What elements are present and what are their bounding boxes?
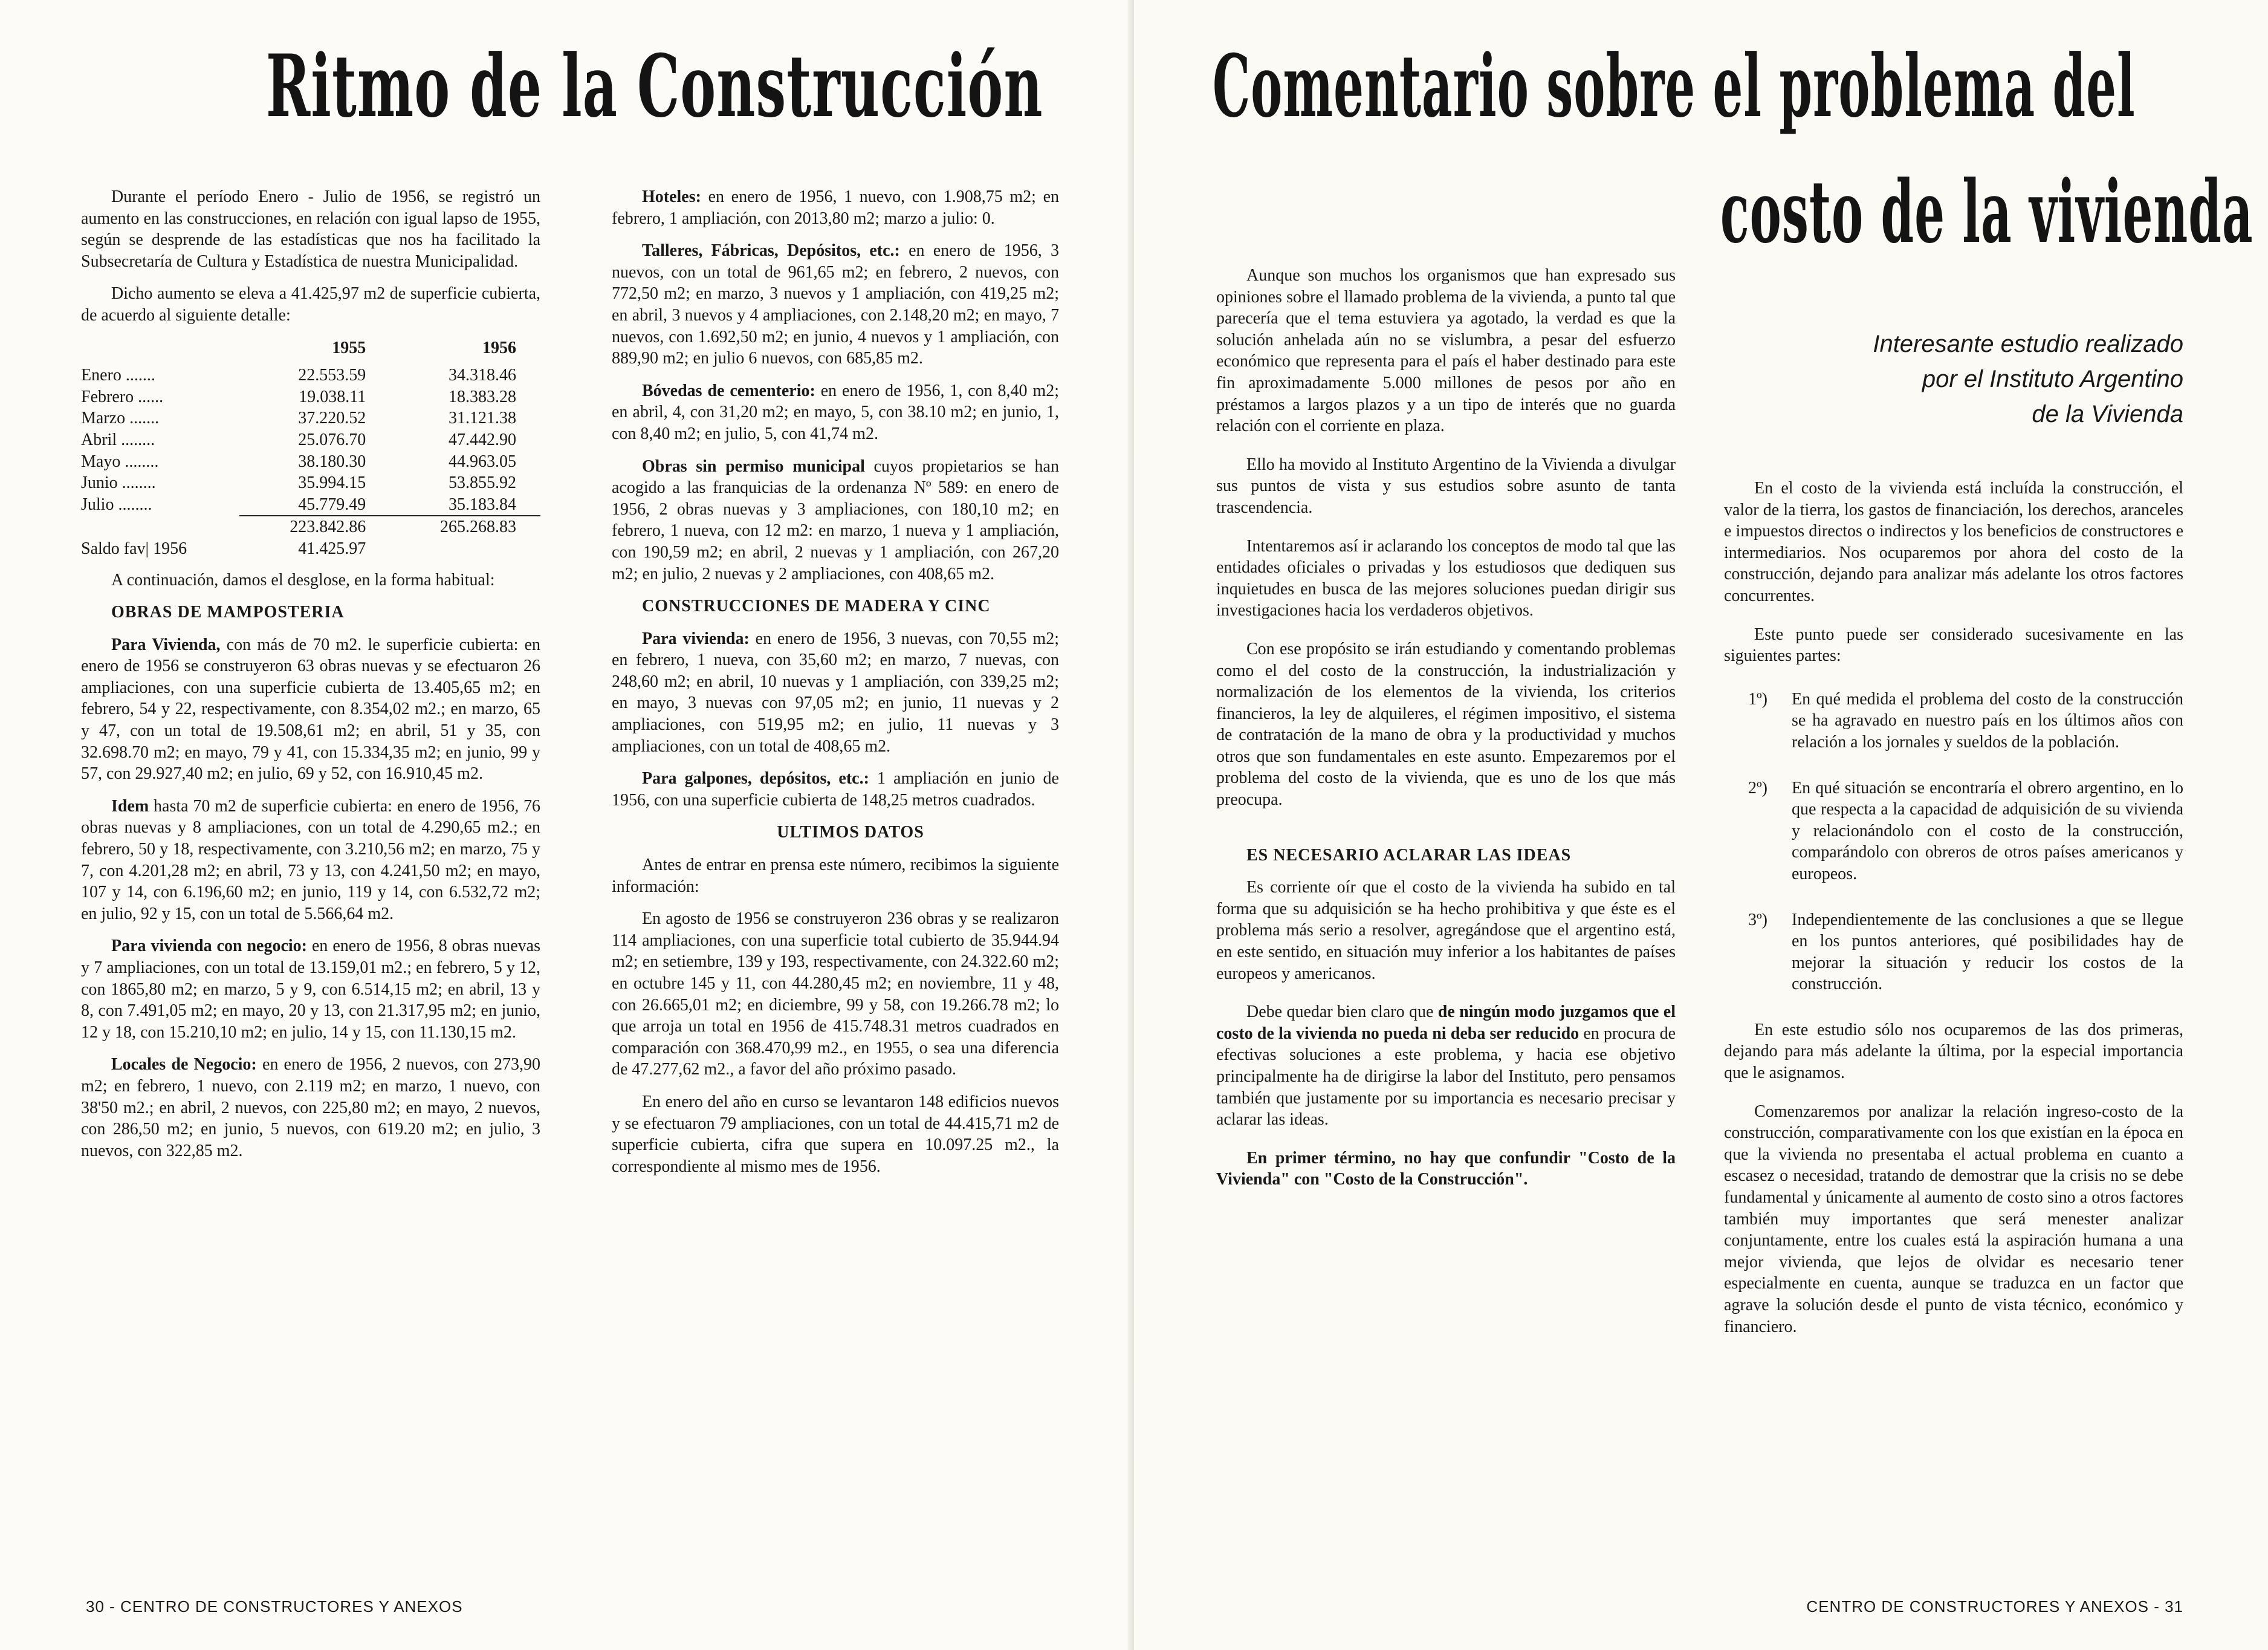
table-row: [81, 408, 540, 429]
page-footer: CENTRO DE CONSTRUCTORES Y ANEXOS - 31: [1806, 1597, 2183, 1616]
body-paragraph: [612, 240, 1059, 369]
paragraph-lead: Locales de Negocio:: [111, 1055, 257, 1074]
month-cell: Mayo ........: [81, 452, 159, 471]
table-row: [81, 386, 540, 408]
list-item: [1748, 778, 2183, 885]
body-paragraph: A continuación, damos el desglose, en la forma habitual:: [111, 570, 495, 590]
subtitle-line: de la Vivienda: [2032, 401, 2183, 427]
paragraph-text: Debe quedar bien claro que: [1246, 1002, 1434, 1022]
value-1956: 47.442.90: [449, 430, 516, 449]
total-1956: 265.268.83: [440, 518, 516, 537]
total-1955: 223.842.86: [290, 518, 366, 537]
body-paragraph: Con ese propósito se irán estudiando y comentando problemas como el del costo de la construcción, la industrialización y normalización de los elementos de la vivienda, los criterios financieros, la ley de alquileres, el régimen impositivo, el sistema de contratación de la mano de obra y la productividad y muchos otros que son fundamentales en este asunto. Empezaremos por el problema del costo de la vivienda, que es uno de los que más preocupa.: [1216, 639, 1676, 810]
month-cell: Enero .......: [81, 366, 155, 385]
saldo-label: Saldo fav| 1956: [81, 539, 187, 558]
month-cell: Julio ........: [81, 495, 152, 514]
body-paragraph: Aunque son muchos los organismos que han expresado sus opiniones sobre el llamado problema de la vivienda, a punto tal que parecería que el tema estuviera ya agotado, la verdad es que la solución anhelada aún no se vislumbra, a pesar del esfuerzo económico que representa para el país el haber destinado para este fin aproximadamente 5.000 millones de pesos por año en préstamos a largos plazos y a un tipo de interés que no guarda relación con el corriente en plaza.: [1216, 266, 1676, 436]
paragraph-text: 1 ampliación en junio de 1956, con una superficie cubierta de 148,25 metros cuadrados.: [612, 769, 1059, 810]
paragraph-text: en enero de 1956, 1, con 8,40 m2; en abril, 4, con 31,20 m2; en mayo, 5, con 38.10 m2; en junio, 1, con 8,40 m2; en julio, 5, con 41,74 m2.: [612, 381, 1060, 443]
body-paragraph: [612, 380, 1059, 445]
right-column-2: [1724, 478, 2183, 1348]
paragraph-text: en enero de 1956, 3 nuevos, con un total de 961,65 m2; en febrero, 2 nuevos, con 772,50 m2; en marzo, 3 nuevos y 1 ampliación, con 419,25 m2; en abril, 3 nuevos y 4 ampliaciones, con 2.148,20 m2; en mayo, 7 nuevos, con 1.692,50 m2; en junio, 4 nuevos y 1 ampliación, con 889,90 m2; en julio 6 nuevos, con 685,85 m2.: [612, 241, 1060, 368]
left-page-title: Ritmo de la Construcción: [266, 36, 1043, 137]
totals-row: [81, 516, 540, 538]
paragraph-lead: Para galpones, depósitos, etc.:: [642, 769, 869, 788]
table-row: [81, 472, 540, 494]
body-paragraph: [612, 186, 1059, 229]
body-paragraph: Comenzaremos por analizar la relación ingreso-costo de la construcción, comparativamente con los que existían en la época en que la vivienda no presentaba el actual problema en cuanto a escasez o necesidad, tratando de demostrar que la crisis no se debe fundamental y únicamente al aumento de costo sino a otros factores también muy importantes que será menester analizar conjuntamente, entre los cuales está la aspiración humana a una mejor vivienda, que lejos de olvidar es necesario tener especialmente en cuenta, aunque se traduzca en un factor que agrave la solución desde el punto de vista técnico, económico y financiero.: [1724, 1102, 2183, 1336]
body-paragraph: [612, 456, 1059, 585]
section-heading: CONSTRUCCIONES DE MADERA Y CINC: [642, 597, 991, 616]
year-header: 1956: [482, 338, 516, 357]
paragraph-emphasis: de ningún modo juzgamos que el costo de la vivienda no pueda ni deba ser reducido: [1216, 1002, 1676, 1043]
paragraph-text: hasta 70 m2 de superficie cubierta: en enero de 1956, 76 obras nuevas y 8 ampliaciones, con un total de 4.290,65 m2.; en febrero, 50 y 18, respectivamente, con 3.210,56 m2; en marzo, 75 y 7, con 4.201,28 m2; en abril, 73 y 13, con 4.241,50 m2; en mayo, 107 y 14, con 6.196,60 m2; en junio, 119 y 14, con 6.532,72 m2; en julio, 92 y 15, con un total de 5.566,64 m2.: [81, 796, 541, 923]
section-heading: ES NECESARIO ACLARAR LAS IDEAS: [1246, 845, 1572, 865]
body-paragraph: Intentaremos así ir aclarando los conceptos de modo tal que las entidades oficiales o privadas y los estudiosos que dediquen sus inquietudes en busca de las mejores soluciones puedan dirigir sus investigaciones hacia los verdaderos objetivos.: [1216, 536, 1676, 620]
year-header: 1955: [332, 338, 366, 357]
value-1955: 37.220.52: [298, 409, 366, 428]
paragraph-text: con más de 70 m2. le superficie cubierta: en enero de 1956 se construyeron 63 obras nuevas y se efectuaron 26 ampliaciones, con una superficie cubierta de 13.405,65 m2; en febrero, 54 y 22, respectivamente, con 8.354,02 m2.; en marzo, 65 y 47, con un total de 19.508,61 m2; en abril, 51 y 35, con 32.698.70 m2; en mayo, 79 y 41, con 15.334,35 m2; en junio, 99 y 57, con 29.927,40 m2; en julio, 69 y 52, con 16.910,45 m2.: [81, 635, 541, 784]
table-row: [81, 494, 540, 516]
list-item: [1748, 689, 2183, 753]
saldo-row: [81, 538, 540, 560]
table-row: [81, 365, 540, 386]
intro-paragraph: Durante el período Enero - Julio de 1956, se registró un aumento en las construcciones, en relación con igual lapso de 1955, según se desprende de las estadísticas que nos ha facilitado la Subsecretaría de Cultura y Estadística de nuestra Municipalidad.: [81, 187, 540, 271]
right-column-1: [1216, 265, 1676, 1201]
paragraph-lead: Idem: [111, 796, 149, 816]
left-column-1: [81, 186, 540, 1172]
body-paragraph: [612, 768, 1059, 811]
subtitle-line: por el Instituto Argentino: [1922, 366, 2183, 392]
paragraph-lead: Talleres, Fábricas, Depósitos, etc.:: [642, 241, 900, 261]
paragraph-text: en enero de 1956, 2 nuevos, con 273,90 m2; en febrero, 1 nuevo, con 2.119 m2; en marzo, 1 nuevo, con 38'50 m2.; en abril, 2 nuevos, con 225,80 m2; en mayo, 2 nuevos, con 286,50 m2; en junio, 5 nuevos, con 619.20 m2; en julio, 3 nuevos, con 322,85 m2.: [81, 1055, 540, 1160]
body-paragraph: Es corriente oír que el costo de la vivienda ha subido en tal forma que su adquisición se ha hecho prohibitiva y que éste es el problema más serio a resolver, agregándose que el argentino está, en este sentido, en situación muy inferior a los habitantes de países europeos y americanos.: [1216, 878, 1676, 983]
value-1955: 19.038.11: [299, 387, 366, 406]
paragraph-text: en enero de 1956, 8 obras nuevas y 7 ampliaciones, con un total de 13.159,01 m2.; en febrero, 5 y 12, con 1865,80 m2; en marzo, 5 y 9, con 6.514,15 m2; en abril, 13 y 8, con 7.491,05 m2; en mayo, 20 y 13, con 21.317,95 m2; en junio, 12 y 18, con 15.210,10 m2; en julio, 14 y 15, con 11.130,15 m2.: [81, 937, 541, 1042]
page-footer: 30 - CENTRO DE CONSTRUCTORES Y ANEXOS: [86, 1597, 463, 1616]
value-1956: 18.383.28: [449, 387, 516, 406]
value-1955: 38.180.30: [298, 452, 366, 471]
paragraph-lead: Para vivienda con negocio:: [111, 937, 308, 956]
list-number: 3º): [1748, 910, 1768, 929]
subtitle-line: Interesante estudio realizado: [1873, 331, 2183, 357]
body-paragraph: [1216, 1001, 1676, 1131]
paragraph-lead: Bóvedas de cementerio:: [642, 381, 815, 400]
month-cell: Marzo .......: [81, 409, 160, 428]
body-paragraph-bold: En primer término, no hay que confundir "Costo de la Vivienda" con "Costo de la Construcción".: [1216, 1148, 1676, 1189]
section-heading: OBRAS DE MAMPOSTERIA: [111, 603, 345, 622]
body-paragraph: [81, 634, 540, 785]
right-page-title-line-2: costo de la vivienda: [1720, 162, 2253, 262]
body-paragraph: En el costo de la vivienda está incluída la construcción, el valor de la tierra, los gastos de financiación, los derechos, aranceles e impuestos directos o indirectos y los beneficios de constructores e intermediarios. Nos ocuparemos por ahora del costo de la construcción, dejando para analizar más adelante los otros factores concurrentes.: [1724, 479, 2183, 605]
body-paragraph: [81, 796, 540, 925]
value-1956: 34.318.46: [449, 366, 516, 385]
month-cell: Junio ........: [81, 473, 156, 493]
table-row: [81, 451, 540, 473]
body-paragraph: Antes de entrar en prensa este número, recibimos la siguiente información:: [612, 856, 1059, 896]
right-page-title-line-1: Comentario sobre el problema del: [1213, 36, 2136, 137]
value-1956: 53.855.92: [449, 473, 516, 493]
paragraph-lead: Para vivienda:: [642, 629, 750, 648]
body-paragraph: [81, 935, 540, 1043]
value-1956: 35.183.84: [390, 494, 540, 516]
paragraph-lead: Obras sin permiso municipal: [642, 456, 865, 476]
body-paragraph: En este estudio sólo nos ocuparemos de las dos primeras, dejando para más adelante la última, por la especial importancia que le asignamos.: [1724, 1020, 2183, 1083]
body-paragraph: [612, 628, 1059, 758]
numbered-list: [1748, 689, 2183, 995]
list-item: [1748, 909, 2183, 995]
value-1956: 31.121.38: [449, 409, 516, 428]
value-1955: 25.076.70: [298, 430, 366, 449]
table-header-row: [81, 337, 540, 365]
article-subtitle: [1873, 326, 2183, 432]
list-text: Independientemente de las conclusiones a que se llegue en los puntos anteriores, qué posibilidades hay de mejorar la situación y reducir los costos de la construcción.: [1792, 910, 2183, 994]
saldo-value: 41.425.97: [298, 539, 366, 558]
body-paragraph: En agosto de 1956 se construyeron 236 obras y se realizaron 114 ampliaciones, con una superficie total cubierto de 35.944.94 m2; en setiembre, 139 y 193, respectivamente, con 24.322.60 m2; en octubre 145 y 11, con 44.280,45 m2; en noviembre, 11 y 48, con 26.665,01 m2; en diciembre, 99 y 58, con 19.266.78 m2; lo que arroja un total en 1956 de 415.748.31 metros cuadrados en comparación con 368.470,99 m2., en 1955, o sea una diferencia de 47.277,62 m2., a favor del año próximo pasado.: [612, 909, 1059, 1079]
list-text: En qué situación se encontraría el obrero argentino, en lo que respecta a la capacidad de adquisición de su vivienda y relacionándolo con el costo de la construcción, comparándolo con obreros de otros países americanos y europeos.: [1792, 778, 2183, 883]
paragraph-text: en enero de 1956, 1 nuevo, con 1.908,75 m2; en febrero, 1 ampliación, con 2013,80 m2; marzo a julio: 0.: [612, 187, 1059, 228]
list-number: 1º): [1748, 689, 1768, 709]
paragraph-lead: Hoteles:: [642, 187, 701, 206]
body-paragraph: En enero del año en curso se levantaron 148 edificios nuevos y se efectuaron 79 ampliaciones, con un total de 44.415,71 m2 de superficie cubierta, cifra que supera en 10.097.25 m2., la correspondiente al mismo mes de 1956.: [612, 1092, 1059, 1176]
right-page: [1134, 0, 2268, 1650]
body-paragraph: [81, 1054, 540, 1161]
month-cell: Febrero ......: [81, 387, 164, 406]
section-heading: ULTIMOS DATOS: [777, 823, 924, 842]
left-column-2: [612, 186, 1059, 1188]
value-1955: 22.553.59: [298, 366, 366, 385]
paragraph-text: en procura de efectivas soluciones a este problema, y hacia ese objetivo principalmente ha de dirigirse la labor del Instituto, pero pensamos también que justamente por su importancia es necesario precisar y aclarar las ideas.: [1216, 1024, 1676, 1129]
paragraph-text: cuyos propietarios se han acogido a las franquicias de la ordenanza Nº 589: en enero de 1956, 2 obras nuevas y 3 ampliaciones, con 180,10 m2; en febrero, 1 nueva, con 12 m2: en marzo, 1 nueva y 1 ampliación, con 190,59 m2; en abril, 2 nuevas y 1 ampliación, con 267,20 m2; en julio, 2 nuevas y 2 ampliaciones, con 408,65 m2.: [612, 456, 1059, 583]
value-1955: 45.779.49: [239, 494, 390, 516]
intro-paragraph: Dicho aumento se eleva a 41.425,97 m2 de superficie cubierta, de acuerdo al siguiente detalle:: [81, 284, 540, 325]
paragraph-lead: Para Vivienda,: [111, 635, 221, 654]
value-1955: 35.994.15: [298, 473, 366, 493]
paragraph-text: en enero de 1956, 3 nuevas, con 70,55 m2; en febrero, 1 nueva, con 35,60 m2; en marzo, 7 nuevas, con 248,60 m2; en abril, 10 nuevas y 1 ampliación, con 339,25 m2; en mayo, 3 nuevas con 97,05 m2; en junio, 11 nuevas y 2 ampliaciones, con 519,95 m2; en julio, 11 nuevas y 3 ampliaciones, con un total de 408,65 m2.: [612, 629, 1059, 756]
body-paragraph: Este punto puede ser considerado sucesivamente en las siguientes partes:: [1724, 625, 2183, 666]
construction-table: [81, 337, 540, 560]
table-row: [81, 429, 540, 451]
body-paragraph: Ello ha movido al Instituto Argentino de la Vivienda a divulgar sus puntos de vista y sus estudios sobre asunto de tanta trascendencia.: [1216, 455, 1676, 517]
month-cell: Abril ........: [81, 430, 155, 449]
value-1956: 44.963.05: [449, 452, 516, 471]
list-text: En qué medida el problema del costo de la construcción se ha agravado en nuestro país en los últimos años con relación a los jornales y sueldos de la población.: [1792, 689, 2183, 752]
list-number: 2º): [1748, 778, 1768, 797]
